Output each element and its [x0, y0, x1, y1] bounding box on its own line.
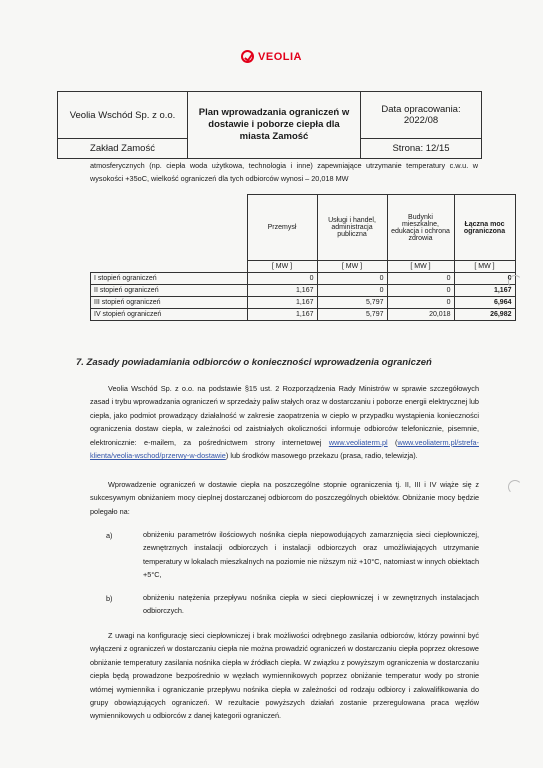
- unit-cell: [ MW ]: [387, 261, 454, 273]
- plant-name: Zakład Zamość: [58, 139, 188, 159]
- limits-table: [90, 194, 516, 321]
- cell: 5,797: [317, 297, 387, 309]
- cell: 1,167: [247, 285, 317, 297]
- document-title: Plan wprowadzania ograniczeń w dostawie i poborze ciepła dla miasta Zamość: [188, 92, 361, 159]
- intro-paragraph: atmosferycznych (np. ciepła woda użytkowa, technologia i inne) zapewniające utrzymanie temperatury c.w.u. w wysokości +35oC, wielkość ograniczeń dla tych odbiorców wynosi – 20,018 MW: [90, 161, 478, 184]
- outage-page-link[interactable]: www.veoliaterm.pl/strefa-klienta/veolia-wschod/przerwy-w-dostawie: [90, 437, 479, 461]
- logo-text: VEOLIA: [258, 50, 302, 63]
- cell: 0: [387, 273, 454, 285]
- scan-mark: [508, 480, 522, 494]
- col-header: Łączna moc ograniczona: [454, 195, 515, 261]
- cell-total: 26,982: [454, 309, 515, 321]
- paragraph-power-reduction: Wprowadzenie ograniczeń w dostawie ciepła na poszczególne stopnie ograniczenia tj. II, III i IV wiąże się z sukcesywnym obniżaniem mocy cieplnej dostarczanej odbiorcom do poszczególnych obiektów. Obniżanie mocy będzie polegało na:: [90, 480, 479, 516]
- scan-mark: [508, 275, 522, 289]
- cell: 20,018: [387, 309, 454, 321]
- list-item: obniżeniu natężenia przepływu nośnika ciepła w sieci ciepłowniczej i w zewnętrznych instalacjach odbiorczych.: [143, 593, 479, 616]
- cell-total: 1,167: [454, 285, 515, 297]
- cell-total: 0: [454, 273, 515, 285]
- cell-total: 6,964: [454, 297, 515, 309]
- col-header: Budynki mieszkalne, edukacja i ochrona zdrowia: [387, 195, 454, 261]
- table-row: [91, 297, 516, 309]
- unit-cell: [ MW ]: [317, 261, 387, 273]
- row-label: I stopień ograniczeń: [91, 273, 248, 285]
- document-header: [57, 91, 482, 159]
- unit-cell: [ MW ]: [454, 261, 515, 273]
- cell: 0: [387, 297, 454, 309]
- para1-before: Veolia Wschód Sp. z o.o. na podstawie §15 ust. 2 Rozporządzenia Rady Ministrów w sprawie szczegółowych zasad i trybu wprowadzania ograniczeń w sprzedaży paliw stałych oraz w dostarczaniu i poborze energii elektrycznej lub ciepła, jako podmiot prowadzący działalność w zakresie zaopatrzenia w ciepło w przypadku wystąpienia konieczności ograniczenia dostaw ciepła, w zależności od zaistniałych okoliczności informuje odbiorców telefonicznie, pisemnie, elektronicznie: e-mailem, za pośrednictwem strony internetowej: [90, 384, 479, 447]
- cell: 1,167: [247, 297, 317, 309]
- col-header: Przemysł: [247, 195, 317, 261]
- date-cell: [361, 92, 482, 139]
- list-label: a): [106, 531, 113, 540]
- section-title: 7. Zasady powiadamiania odbiorców o konieczności wprowadzenia ograniczeń: [76, 357, 432, 368]
- row-label: IV stopień ograniczeń: [91, 309, 248, 321]
- cell: 0: [247, 273, 317, 285]
- para1-mid: (: [387, 437, 398, 447]
- unit-cell: [ MW ]: [247, 261, 317, 273]
- date-label: Data opracowania:: [381, 104, 461, 115]
- cell: 1,167: [247, 309, 317, 321]
- company-name: Veolia Wschód Sp. z o.o.: [58, 92, 188, 139]
- list-item: obniżeniu parametrów ilościowych nośnika ciepła niepowodujących zamarznięcia sieci ciepłowniczej, zewnętrznych instalacji odbiorczych i instalacji odbiorczych oraz umożliwiających utrzymanie temperatury w lokalach mieszkalnych na poziomie nie niższym niż +10°C, natomiast w innych obiektach +5°C,: [143, 530, 479, 580]
- paragraph-notification: [90, 382, 479, 462]
- veolia-logo-icon: [241, 50, 254, 63]
- table-row: [91, 273, 516, 285]
- cell: 5,797: [317, 309, 387, 321]
- row-label: III stopień ograniczeń: [91, 297, 248, 309]
- para1-after: ) lub środków masowego przekazu (prasa, radio, telewizja).: [225, 451, 418, 461]
- logo: [0, 50, 543, 68]
- table-row: [91, 309, 516, 321]
- cell: 0: [317, 273, 387, 285]
- table-row: [91, 285, 516, 297]
- page-number: Strona: 12/15: [361, 139, 482, 159]
- veoliaterm-link[interactable]: www.veoliaterm.pl: [328, 437, 388, 447]
- col-header: Usługi i handel, administracja publiczna: [317, 195, 387, 261]
- row-label: II stopień ograniczeń: [91, 285, 248, 297]
- cell: 0: [317, 285, 387, 297]
- paragraph-configuration: Z uwagi na konfigurację sieci ciepłowniczej i brak możliwości odrębnego zasilania odbiorców, którzy powinni być wyłączeni z ograniczeń w dostarczaniu ciepła nie można prowadzić ograniczeń w dostarczaniu ciepła poprzez okresowe obniżanie temperatury zasilania nośnika ciepła w źródłach ciepła. W związku z powyższym ograniczenia w dostarczaniu ciepła będą prowadzone bezpośrednio w węzłach wymiennikowych poprzez obniżanie temperatur wody po stronie wtórnej wymiennika i ograniczanie przepływu nośnika ciepła w zależności od rodzaju odbiorcy i zakwalifikowania do grupy obowiązujących ograniczeń. W rezultacie powyższych działań zostanie przeregulowana praca węzłów wymiennikowych u odbiorców z danej kategorii ograniczeń.: [90, 631, 479, 721]
- cell: 0: [387, 285, 454, 297]
- list-label: b): [106, 594, 113, 603]
- date-value: 2022/08: [403, 115, 439, 126]
